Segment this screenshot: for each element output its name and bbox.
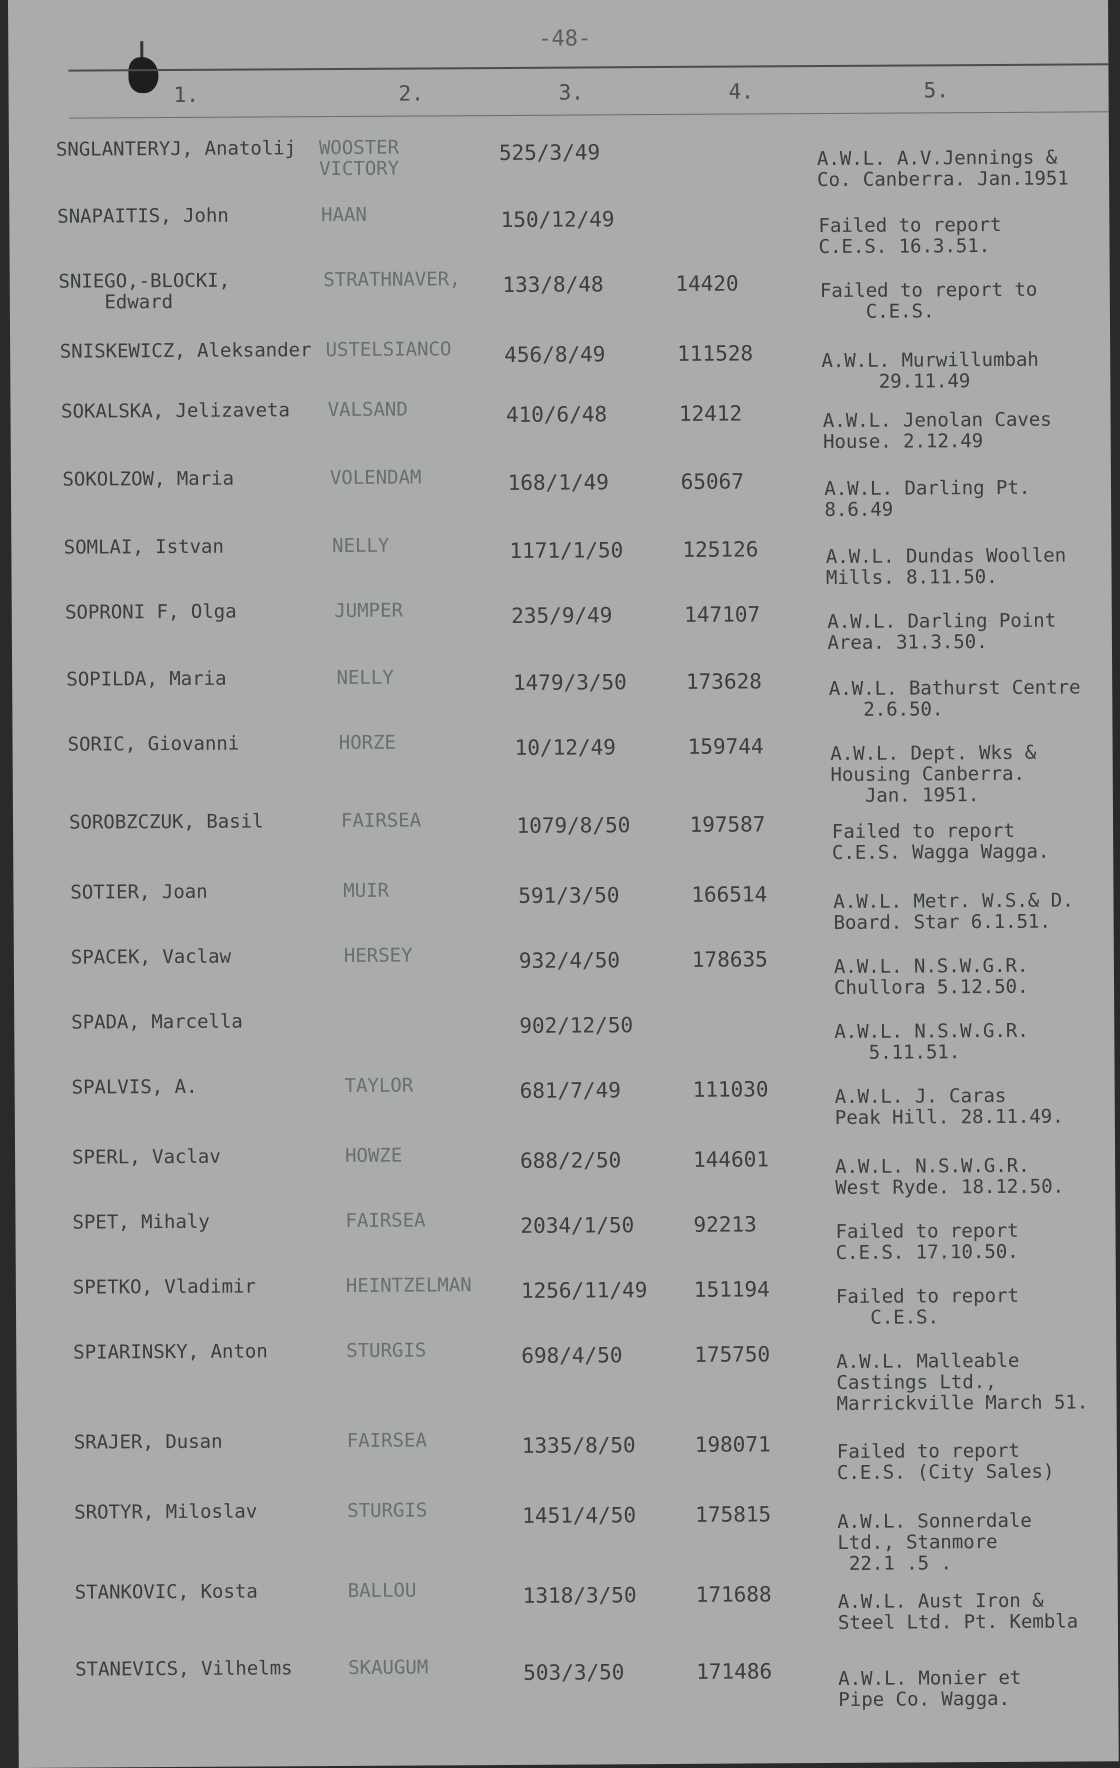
remarks-cell: Failed to report C.E.S. (City Sales) xyxy=(836,1439,1055,1484)
remarks-cell: A.W.L. Metr. W.S.& D. Board. Star 6.1.51. xyxy=(833,889,1074,934)
ship-cell: FAIRSEA xyxy=(346,1429,427,1452)
file-number-cell: 1335/8/50 xyxy=(521,1433,636,1458)
name-cell: SOROBZCZUK, Basil xyxy=(68,810,264,834)
ship-cell: FAIRSEA xyxy=(345,1209,426,1232)
file-number-cell: 456/8/49 xyxy=(504,342,606,367)
ship-cell: TAYLOR xyxy=(344,1074,414,1097)
file-number-cell: 525/3/49 xyxy=(498,140,601,166)
remarks-cell: Failed to report to C.E.S. xyxy=(819,278,1038,324)
name-cell: SOKALSKA, Jelizaveta xyxy=(61,399,290,423)
file-number-cell: 1079/8/50 xyxy=(516,813,631,838)
registration-number-cell: 92213 xyxy=(693,1212,757,1237)
file-number-cell: 688/2/50 xyxy=(520,1148,622,1173)
file-number-cell: 133/8/48 xyxy=(502,272,604,297)
remarks-cell: A.W.L. Sonnerdale Ltd., Stanmore 22.1 .5 . xyxy=(837,1509,1032,1575)
file-number-cell: 681/7/49 xyxy=(519,1078,621,1103)
table-row xyxy=(15,1071,1115,1144)
name-cell: SPADA, Marcella xyxy=(71,1010,243,1034)
ship-cell: HEINTZELMAN xyxy=(345,1274,472,1297)
name-cell: STANKOVIC, Kosta xyxy=(74,1580,258,1604)
remarks-cell: Failed to report C.E.S. 16.3.51. xyxy=(818,213,1002,259)
name-cell: SOMLAI, Istvan xyxy=(63,535,224,559)
page-number: -48- xyxy=(538,26,592,52)
file-number-cell: 410/6/48 xyxy=(505,402,608,427)
ship-cell: BALLOU xyxy=(347,1579,417,1602)
ship-cell: HORZE xyxy=(338,731,397,754)
table-row xyxy=(11,531,1111,604)
file-number-cell: 1256/11/49 xyxy=(520,1278,648,1303)
table-row xyxy=(14,941,1114,1014)
registration-number-cell: 175750 xyxy=(694,1342,771,1367)
table-row xyxy=(18,1653,1118,1726)
table-row xyxy=(16,1271,1116,1344)
column-header-2: 2. xyxy=(398,81,424,106)
registration-number-cell: 197587 xyxy=(689,812,766,837)
name-cell: SPERL, Vaclav xyxy=(72,1145,221,1169)
ship-cell: HAAN xyxy=(321,203,367,227)
table-row xyxy=(12,728,1112,807)
registration-number-cell: 171688 xyxy=(695,1582,772,1607)
file-number-cell: 902/12/50 xyxy=(519,1013,634,1038)
ship-cell: HOWZE xyxy=(345,1144,403,1167)
table-row xyxy=(17,1426,1117,1499)
table-row xyxy=(13,806,1113,879)
registration-number-cell: 171486 xyxy=(696,1659,773,1684)
name-cell: SPACEK, Vaclaw xyxy=(70,945,232,969)
ship-cell: STURGIS xyxy=(347,1499,428,1522)
ship-cell: JUMPER xyxy=(334,599,404,623)
remarks-cell: A.W.L. Bathurst Centre 2.6.50. xyxy=(828,676,1081,721)
file-number-cell: 10/12/49 xyxy=(514,735,616,760)
file-number-cell: 698/4/50 xyxy=(521,1343,623,1368)
ship-cell: FAIRSEA xyxy=(340,809,422,832)
registration-number-cell: 111030 xyxy=(692,1077,769,1102)
name-cell: SNISKEWICZ, Aleksander xyxy=(59,339,312,363)
registration-number-cell: 144601 xyxy=(693,1147,770,1172)
ship-cell: SKAUGUM xyxy=(348,1656,429,1679)
remarks-cell: A.W.L. Darling Point Area. 31.3.50. xyxy=(827,609,1057,655)
name-cell: SPIARINSKY, Anton xyxy=(73,1340,268,1364)
name-cell: SOPRONI F, Olga xyxy=(64,600,237,624)
registration-number-cell: 65067 xyxy=(680,469,744,494)
name-cell: SPALVIS, A. xyxy=(71,1075,198,1099)
column-header-4: 4. xyxy=(728,79,754,104)
column-header-1: 1. xyxy=(173,82,199,107)
name-cell: SNGLANTERYJ, Anatolij xyxy=(55,137,297,161)
column-header-3: 3. xyxy=(558,80,584,105)
file-number-cell: 503/3/50 xyxy=(523,1660,625,1685)
name-cell: SOTIER, Joan xyxy=(70,880,208,904)
ship-cell: VOLENDAM xyxy=(329,466,422,490)
registration-number-cell: 178635 xyxy=(691,947,768,972)
name-cell: SRAJER, Dusan xyxy=(73,1430,223,1454)
table-row xyxy=(10,265,1110,338)
table-row xyxy=(9,133,1109,206)
file-number-cell: 150/12/49 xyxy=(500,207,615,232)
file-number-cell: 932/4/50 xyxy=(518,948,621,973)
name-cell: SNAPAITIS, John xyxy=(57,204,229,228)
registration-number-cell: 125126 xyxy=(682,537,759,562)
remarks-cell: A.W.L. Dundas Woollen Mills. 8.11.50. xyxy=(825,544,1067,590)
file-number-cell: 1451/4/50 xyxy=(522,1503,637,1528)
ship-cell: NELLY xyxy=(332,534,390,558)
file-number-cell: 1479/3/50 xyxy=(512,670,627,695)
remarks-cell: A.W.L. Darling Pt. 8.6.49 xyxy=(824,476,1031,522)
remarks-cell: A.W.L. Jenolan Caves House. 2.12.49 xyxy=(822,408,1052,454)
name-cell: STANEVICS, Vilhelms xyxy=(75,1657,293,1681)
ship-cell: MUIR xyxy=(343,879,390,902)
registration-number-cell: 147107 xyxy=(684,602,761,627)
ship-cell: WOOSTER VICTORY xyxy=(318,136,400,181)
registration-number-cell: 151194 xyxy=(693,1277,770,1302)
column-header-5: 5. xyxy=(923,78,949,103)
name-cell: SPETKO, Vladimir xyxy=(72,1275,256,1299)
table-row xyxy=(12,663,1112,736)
name-cell: SNIEGO,-BLOCKI, Edward xyxy=(58,269,231,314)
ship-cell: VALSAND xyxy=(327,398,408,422)
registration-number-cell: 166514 xyxy=(691,882,768,907)
registration-number-cell: 159744 xyxy=(687,734,764,759)
ship-cell: HERSEY xyxy=(343,944,413,967)
name-cell: SOPILDA, Maria xyxy=(66,667,227,691)
remarks-cell: Failed to report C.E.S. 17.10.50. xyxy=(835,1219,1019,1264)
table-row xyxy=(17,1496,1117,1575)
table-row xyxy=(15,1206,1115,1279)
document-page xyxy=(8,0,1119,1768)
remarks-cell: A.W.L. N.S.W.G.R. Chullora 5.12.50. xyxy=(833,954,1029,999)
remarks-cell: A.W.L. N.S.W.G.R. 5.11.51. xyxy=(834,1019,1029,1064)
table-row xyxy=(10,395,1110,468)
ship-cell: STRATHNAVER, xyxy=(323,268,461,292)
name-cell: SPET, Mihaly xyxy=(72,1210,210,1234)
remarks-cell: Failed to report C.E.S. Wagga Wagga. xyxy=(831,819,1050,864)
table-row xyxy=(15,1141,1115,1214)
table-row xyxy=(9,200,1109,273)
table-row xyxy=(13,876,1113,949)
header-rule-top xyxy=(68,63,1118,71)
registration-number-cell: 175815 xyxy=(695,1502,772,1527)
table-row xyxy=(16,1336,1116,1415)
remarks-cell: A.W.L. A.V.Jennings & Co. Canberra. Jan.1951 xyxy=(816,146,1069,192)
ship-cell: NELLY xyxy=(336,666,394,690)
remarks-cell: A.W.L. Dept. Wks & Housing Canberra. Jan. 1951. xyxy=(830,741,1037,807)
registration-number-cell: 12412 xyxy=(678,401,743,426)
table-row xyxy=(18,1576,1118,1649)
registration-number-cell: 198071 xyxy=(694,1432,771,1457)
remarks-cell: A.W.L. Murwillumbah 29.11.49 xyxy=(821,348,1039,394)
header-rule-bottom xyxy=(69,111,1119,118)
ship-cell: STURGIS xyxy=(346,1339,427,1362)
file-number-cell: 235/9/49 xyxy=(511,603,613,628)
registration-number-cell: 173628 xyxy=(685,669,762,694)
ship-cell: USTELSIANCO xyxy=(325,338,452,362)
file-number-cell: 1171/1/50 xyxy=(509,538,624,563)
file-number-cell: 591/3/50 xyxy=(518,883,620,908)
name-cell: SROTYR, Miloslav xyxy=(74,1500,258,1524)
file-number-cell: 168/1/49 xyxy=(507,470,609,495)
name-cell: SORIC, Giovanni xyxy=(67,732,240,756)
table-row xyxy=(12,596,1112,669)
remarks-cell: A.W.L. Aust Iron & Steel Ltd. Pt. Kembla xyxy=(837,1589,1079,1634)
table-row xyxy=(11,463,1111,536)
remarks-cell: A.W.L. Monier et Pipe Co. Wagga. xyxy=(838,1666,1022,1711)
file-number-cell: 1318/3/50 xyxy=(522,1583,637,1608)
registration-number-cell: 14420 xyxy=(675,271,739,296)
name-cell: SOKOLZOW, Maria xyxy=(62,467,235,491)
registration-number-cell: 111528 xyxy=(677,341,754,366)
remarks-cell: A.W.L. N.S.W.G.R. West Ryde. 18.12.50. xyxy=(835,1154,1065,1199)
ink-blot xyxy=(128,57,158,93)
remarks-cell: Failed to report C.E.S. xyxy=(835,1284,1020,1329)
file-number-cell: 2034/1/50 xyxy=(520,1213,635,1238)
table-row xyxy=(14,1006,1114,1079)
remarks-cell: A.W.L. Malleable Castings Ltd., Marrickville March 51. xyxy=(836,1349,1089,1415)
remarks-cell: A.W.L. J. Caras Peak Hill. 28.11.49. xyxy=(834,1084,1064,1129)
